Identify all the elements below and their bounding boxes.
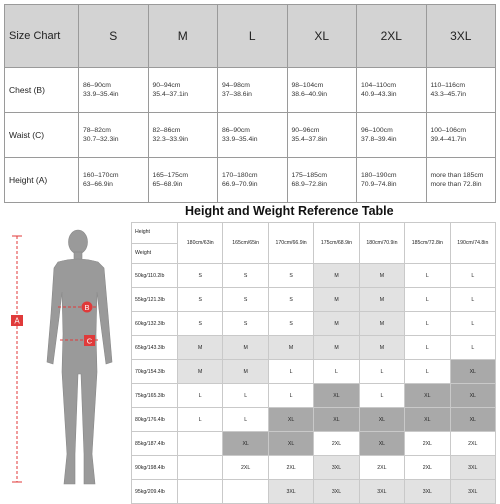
size-recommendation-cell: S (268, 288, 313, 312)
size-recommendation-cell: S (178, 312, 223, 336)
size-recommendation-cell: L (405, 360, 450, 384)
corner-height-label: Height (135, 229, 150, 235)
human-silhouette (47, 230, 112, 484)
size-recommendation-cell: 3XL (359, 480, 404, 504)
size-recommendation-cell: M (178, 336, 223, 360)
size-recommendation-cell: L (450, 264, 495, 288)
weight-row (132, 264, 496, 288)
size-recommendation-cell: M (178, 360, 223, 384)
weight-label: 80kg/176.4lb (132, 408, 178, 432)
reference-table-title: Height and Weight Reference Table (185, 204, 394, 218)
size-cell: 180–190cm 70.9–74.8in (357, 158, 427, 203)
size-recommendation-cell: XL (405, 408, 450, 432)
size-recommendation-cell: XL (314, 384, 359, 408)
size-recommendation-cell: L (405, 264, 450, 288)
size-cell: 82–86cm 32.3–33.9in (148, 113, 218, 158)
weight-row (132, 408, 496, 432)
size-header-m: M (148, 5, 218, 68)
size-recommendation-cell: M (223, 336, 268, 360)
size-cell: 175–185cm 68.9–72.8in (287, 158, 357, 203)
size-recommendation-cell: S (178, 264, 223, 288)
table-corner-cell (132, 223, 178, 264)
size-recommendation-cell: XL (450, 360, 495, 384)
size-recommendation-cell: XL (268, 432, 313, 456)
size-recommendation-cell: S (268, 264, 313, 288)
size-recommendation-cell: 3XL (314, 456, 359, 480)
size-cell: 100–106cm 39.4–41.7in (426, 113, 496, 158)
size-recommendation-cell: 2XL (359, 456, 404, 480)
size-recommendation-cell: S (223, 312, 268, 336)
size-recommendation-cell: XL (359, 408, 404, 432)
weight-row (132, 456, 496, 480)
size-recommendation-cell: 2XL (450, 432, 495, 456)
size-recommendation-cell: M (314, 312, 359, 336)
height-header: 170cm/66.9in (268, 223, 313, 264)
size-recommendation-cell: L (314, 360, 359, 384)
size-recommendation-cell: 3XL (268, 480, 313, 504)
size-cell: 86–90cm 33.9–35.4in (218, 113, 288, 158)
size-recommendation-cell: M (314, 264, 359, 288)
size-recommendation-cell: L (359, 360, 404, 384)
weight-label: 70kg/154.3lb (132, 360, 178, 384)
size-header-3xl: 3XL (426, 5, 496, 68)
height-header: 180cm/63in (178, 223, 223, 264)
size-recommendation-cell: L (450, 288, 495, 312)
size-recommendation-cell: L (223, 384, 268, 408)
size-recommendation-cell (178, 432, 223, 456)
weight-label: 95kg/209.4lb (132, 480, 178, 504)
size-chart-row-waist (5, 113, 496, 158)
size-header-2xl: 2XL (357, 5, 427, 68)
size-recommendation-cell: 2XL (223, 456, 268, 480)
size-recommendation-cell: XL (450, 408, 495, 432)
size-recommendation-cell: 2XL (314, 432, 359, 456)
size-cell: 94–98cm 37–38.6in (218, 68, 288, 113)
size-cell: 96–100cm 37.8–39.4in (357, 113, 427, 158)
size-recommendation-cell: M (223, 360, 268, 384)
size-header-l: L (218, 5, 288, 68)
size-recommendation-cell: S (223, 264, 268, 288)
size-recommendation-cell: L (405, 336, 450, 360)
size-recommendation-cell: 2XL (405, 456, 450, 480)
size-recommendation-cell: M (359, 336, 404, 360)
weight-row (132, 384, 496, 408)
size-cell: 170–180cm 66.9–70.9in (218, 158, 288, 203)
size-cell: 90–94cm 35.4–37.1in (148, 68, 218, 113)
size-recommendation-cell: S (268, 312, 313, 336)
size-chart-table (4, 4, 496, 203)
height-header: 180cm/70.9in (359, 223, 404, 264)
size-cell: 90–96cm 35.4–37.8in (287, 113, 357, 158)
size-recommendation-cell: M (359, 312, 404, 336)
weight-label: 85kg/187.4lb (132, 432, 178, 456)
size-recommendation-cell: 3XL (450, 456, 495, 480)
weight-row (132, 360, 496, 384)
body-measurement-figure (0, 222, 130, 500)
marker-b-label: B (84, 303, 90, 312)
size-cell: 165–175cm 65–68.9in (148, 158, 218, 203)
size-recommendation-cell: XL (450, 384, 495, 408)
height-header: 175cm/68.9in (314, 223, 359, 264)
size-recommendation-cell: L (450, 336, 495, 360)
size-recommendation-cell: M (268, 336, 313, 360)
size-recommendation-cell: 3XL (405, 480, 450, 504)
size-cell: 86–90cm 33.9–35.4in (79, 68, 149, 113)
size-recommendation-cell: 2XL (405, 432, 450, 456)
height-header: 185cm/72.8in (405, 223, 450, 264)
size-recommendation-cell: M (314, 288, 359, 312)
size-header-s: S (79, 5, 149, 68)
size-chart-row-height (5, 158, 496, 203)
marker-c-label: C (86, 336, 93, 346)
size-recommendation-cell: 3XL (450, 480, 495, 504)
size-recommendation-cell: S (223, 288, 268, 312)
size-header-xl: XL (287, 5, 357, 68)
row-label-waist: Waist (C) (5, 113, 79, 158)
size-cell: more than 185cm more than 72.8in (426, 158, 496, 203)
size-recommendation-cell: L (268, 384, 313, 408)
height-weight-table (131, 222, 496, 504)
size-recommendation-cell: M (314, 336, 359, 360)
weight-label: 50kg/110.2lb (132, 264, 178, 288)
weight-row (132, 432, 496, 456)
size-recommendation-cell: M (359, 264, 404, 288)
size-recommendation-cell: XL (268, 408, 313, 432)
size-recommendation-cell: L (450, 312, 495, 336)
height-header: 165cm/65in (223, 223, 268, 264)
size-cell: 78–82cm 30.7–32.3in (79, 113, 149, 158)
weight-row (132, 336, 496, 360)
size-chart-row-chest (5, 68, 496, 113)
height-header-row (132, 223, 496, 264)
size-recommendation-cell: L (178, 384, 223, 408)
size-recommendation-cell: XL (223, 432, 268, 456)
size-chart-header-row (5, 5, 496, 68)
size-recommendation-cell: L (405, 288, 450, 312)
size-recommendation-cell: L (178, 408, 223, 432)
size-recommendation-cell: L (359, 384, 404, 408)
weight-row (132, 312, 496, 336)
size-cell: 98–104cm 38.6–40.9in (287, 68, 357, 113)
weight-label: 55kg/121.3lb (132, 288, 178, 312)
size-recommendation-cell (178, 456, 223, 480)
weight-label: 90kg/198.4lb (132, 456, 178, 480)
size-chart-corner-label: Size Chart (5, 5, 79, 68)
size-recommendation-cell: L (268, 360, 313, 384)
size-recommendation-cell: L (223, 408, 268, 432)
size-recommendation-cell: 3XL (314, 480, 359, 504)
size-recommendation-cell: M (359, 288, 404, 312)
size-recommendation-cell: XL (314, 408, 359, 432)
size-recommendation-cell: XL (405, 384, 450, 408)
size-cell: 110–116cm 43.3–45.7in (426, 68, 496, 113)
weight-label: 60kg/132.3lb (132, 312, 178, 336)
corner-weight-label: Weight (132, 243, 177, 258)
weight-label: 75kg/165.3lb (132, 384, 178, 408)
row-label-chest: Chest (B) (5, 68, 79, 113)
size-cell: 160–170cm 63–66.9in (79, 158, 149, 203)
marker-a-label: A (14, 316, 20, 326)
weight-label: 65kg/143.3lb (132, 336, 178, 360)
size-recommendation-cell: S (178, 288, 223, 312)
size-recommendation-cell: 2XL (268, 456, 313, 480)
size-recommendation-cell: XL (359, 432, 404, 456)
size-recommendation-cell: L (405, 312, 450, 336)
row-label-height: Height (A) (5, 158, 79, 203)
size-cell: 104–110cm 40.9–43.3in (357, 68, 427, 113)
height-header: 190cm/74.8in (450, 223, 495, 264)
weight-row (132, 288, 496, 312)
